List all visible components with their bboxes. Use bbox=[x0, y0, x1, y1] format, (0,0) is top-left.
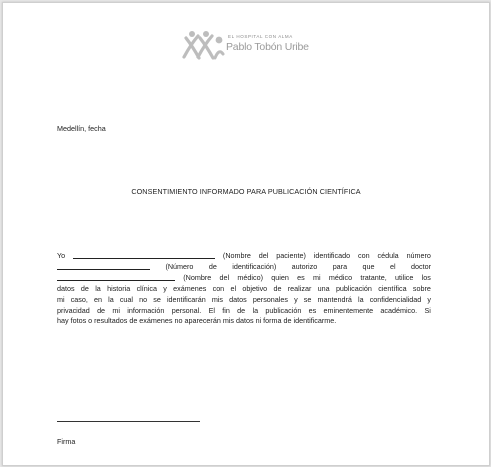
body-word: confidencialidad bbox=[369, 294, 422, 304]
body-word: médico) bbox=[237, 272, 263, 282]
doctor-name-blank bbox=[57, 273, 175, 281]
body-word: quien bbox=[271, 272, 289, 282]
body-word: que bbox=[362, 261, 375, 271]
body-word: utilice bbox=[395, 272, 414, 282]
body-line bbox=[57, 284, 431, 295]
body-word: para bbox=[332, 261, 348, 271]
body-word: doctor bbox=[411, 261, 431, 271]
body-word: no bbox=[139, 294, 148, 304]
body-word: Si bbox=[424, 305, 431, 315]
body-word: (Número bbox=[165, 261, 194, 271]
body-word: de bbox=[97, 305, 106, 315]
body-word: datos bbox=[229, 294, 247, 304]
body-word: eminentemente bbox=[323, 305, 374, 315]
body-word: es bbox=[297, 272, 305, 282]
body-word: mi bbox=[57, 294, 65, 304]
body-word: El bbox=[208, 305, 215, 315]
body-line bbox=[57, 251, 431, 262]
signature-label: Firma bbox=[57, 437, 76, 446]
body-word: identificado bbox=[313, 251, 351, 260]
consent-body bbox=[57, 251, 431, 327]
body-word: en bbox=[94, 294, 102, 304]
body-word: información bbox=[127, 305, 165, 315]
id-number-blank bbox=[57, 262, 150, 270]
body-word: el bbox=[389, 261, 396, 271]
body-word: privacidad bbox=[57, 305, 90, 315]
patient-name-blank bbox=[73, 251, 215, 259]
body-word: con bbox=[212, 283, 225, 293]
body-word: identificarán bbox=[166, 294, 206, 304]
body-word: (Nombre bbox=[222, 251, 251, 260]
body-word: personal. bbox=[171, 305, 202, 315]
body-word: de bbox=[80, 283, 89, 293]
body-word: número bbox=[406, 251, 431, 260]
body-word: y bbox=[294, 294, 298, 304]
body-word: mis bbox=[211, 294, 223, 304]
body-word: exámenes bbox=[173, 283, 207, 293]
body-word: académico. bbox=[380, 305, 418, 315]
body-word: hay fotos o resultados de exámenes no aparecerán mis datos ni forma de identificarme. bbox=[57, 316, 337, 326]
body-word: publicación bbox=[335, 283, 372, 293]
body-word: mantendrá bbox=[317, 294, 352, 304]
date-line: Medellín, fecha bbox=[57, 124, 106, 133]
body-word: datos bbox=[57, 283, 75, 293]
body-word: de bbox=[273, 283, 282, 293]
body-word: personales bbox=[252, 294, 288, 304]
body-word: la bbox=[108, 294, 114, 304]
body-word: tratante, bbox=[360, 272, 387, 282]
body-word: el bbox=[230, 283, 237, 293]
body-word: identificación) bbox=[232, 261, 277, 271]
body-word: autorizo bbox=[291, 261, 318, 271]
body-line bbox=[57, 273, 431, 284]
body-word: (Nombre bbox=[183, 272, 212, 282]
body-word: del bbox=[219, 272, 230, 282]
body-line bbox=[57, 262, 431, 273]
body-word: la bbox=[95, 283, 101, 293]
body-line bbox=[57, 316, 431, 327]
body-word: mi bbox=[313, 272, 321, 282]
body-word: se bbox=[303, 294, 312, 304]
body-word: clínica bbox=[136, 283, 157, 293]
body-word: médico bbox=[328, 272, 353, 282]
body-word: de bbox=[237, 305, 246, 315]
body-word: los bbox=[421, 272, 431, 282]
body-word: fin bbox=[222, 305, 230, 315]
document-title: CONSENTIMIENTO INFORMADO PARA PUBLICACIÓN CIENTÍFICA bbox=[131, 187, 361, 196]
body-word: del bbox=[258, 251, 269, 260]
body-word: se bbox=[153, 294, 161, 304]
body-word: una bbox=[317, 283, 330, 293]
body-word: paciente) bbox=[276, 251, 306, 260]
body-word: objetivo bbox=[242, 283, 268, 293]
signature-line bbox=[57, 421, 200, 422]
body-word: sobre bbox=[412, 283, 431, 293]
body-word: cédula bbox=[377, 251, 399, 260]
body-word: mi bbox=[112, 305, 120, 315]
body-word: la bbox=[357, 294, 364, 304]
logo-figures-icon bbox=[181, 30, 225, 62]
body-word: caso, bbox=[70, 294, 88, 304]
body-word: y bbox=[427, 294, 431, 304]
body-word: y bbox=[163, 283, 167, 293]
logo-name: Pablo Tobón Uribe bbox=[226, 41, 309, 53]
body-word: cual bbox=[119, 294, 134, 304]
body-word: es bbox=[308, 305, 317, 315]
body-line bbox=[57, 295, 431, 306]
body-word: la bbox=[252, 305, 259, 315]
body-word: realizar bbox=[287, 283, 312, 293]
body-word: Yo bbox=[57, 251, 66, 260]
logo-tagline: EL HOSPITAL CON ALMA bbox=[228, 34, 293, 39]
body-word: de bbox=[208, 261, 217, 271]
document-page bbox=[2, 2, 490, 466]
body-word: científica bbox=[378, 283, 407, 293]
body-line bbox=[57, 306, 431, 317]
hospital-logo bbox=[181, 30, 311, 64]
body-word: historia bbox=[107, 283, 131, 293]
body-word: con bbox=[358, 251, 370, 260]
body-word: publicación bbox=[265, 305, 302, 315]
